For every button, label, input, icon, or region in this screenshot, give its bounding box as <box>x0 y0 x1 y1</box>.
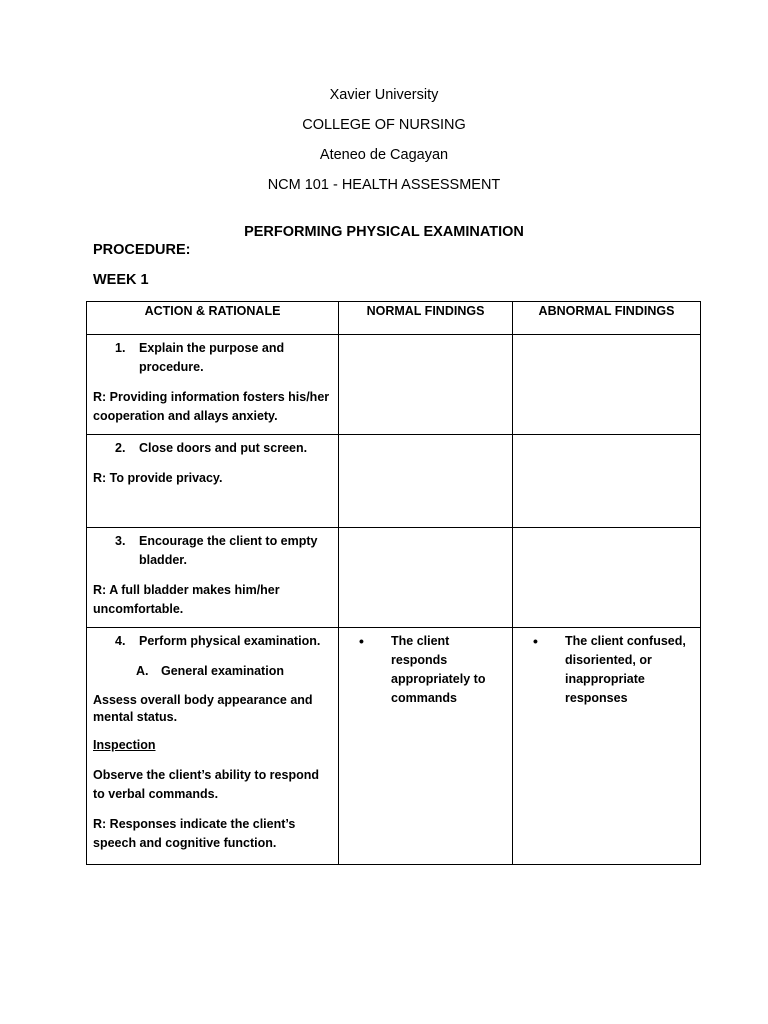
procedure-label: PROCEDURE: <box>93 242 191 258</box>
table-row <box>87 435 701 528</box>
step-rationale: R: Providing information fosters his/her cooperation and allays anxiety. <box>93 390 330 423</box>
step-rationale: R: A full bladder makes him/her uncomfortable. <box>93 583 280 616</box>
assess-text: Assess overall body appearance and mental status. <box>93 693 313 724</box>
normal-findings-cell <box>339 528 513 628</box>
school-name: Ateneo de Cagayan <box>319 147 449 163</box>
step-number: 4. <box>115 634 126 648</box>
normal-findings-cell <box>339 335 513 435</box>
action-cell <box>87 528 339 628</box>
abnormal-findings-cell <box>513 335 701 435</box>
step-number: 2. <box>115 441 126 455</box>
table-row <box>87 528 701 628</box>
document-title: PERFORMING PHYSICAL EXAMINATION <box>244 224 524 240</box>
university-name: Xavier University <box>329 87 439 103</box>
step-action: Perform physical examination. <box>139 634 321 648</box>
normal-findings-cell <box>339 435 513 528</box>
abnormal-findings-cell <box>513 528 701 628</box>
bullet-icon: • <box>533 633 538 649</box>
action-cell <box>87 435 339 528</box>
abnormal-findings-cell <box>513 435 701 528</box>
week-label: WEEK 1 <box>93 272 149 288</box>
sub-step-letter: A. <box>136 664 149 678</box>
header-action-rationale: ACTION & RATIONALE <box>87 302 339 335</box>
step-rationale: R: Responses indicate the client’s speech and cognitive function. <box>93 817 296 850</box>
college-name: COLLEGE OF NURSING <box>302 117 466 133</box>
abnormal-findings-cell <box>513 628 701 865</box>
table-row <box>87 335 701 435</box>
action-cell <box>87 628 339 865</box>
step-number: 3. <box>115 534 126 548</box>
normal-findings-cell <box>339 628 513 865</box>
normal-finding-text: The client responds appropriately to commands <box>391 634 486 705</box>
action-cell <box>87 335 339 435</box>
bullet-icon: • <box>359 633 364 649</box>
observe-text: Observe the client’s ability to respond to verbal commands. <box>93 768 319 801</box>
header-abnormal-findings: ABNORMAL FINDINGS <box>513 302 701 335</box>
step-number: 1. <box>115 341 126 355</box>
procedure-table <box>86 301 701 865</box>
sub-step-heading: General examination <box>161 664 284 678</box>
header-normal-findings: NORMAL FINDINGS <box>339 302 513 335</box>
inspection-label: Inspection <box>93 738 156 752</box>
course-name: NCM 101 - HEALTH ASSESSMENT <box>267 177 501 193</box>
abnormal-finding-text: The client confused, disoriented, or inappropriate responses <box>565 634 686 705</box>
step-rationale: R: To provide privacy. <box>93 471 223 485</box>
step-action: Explain the purpose and procedure. <box>139 341 285 374</box>
step-action: Close doors and put screen. <box>139 441 308 455</box>
table-header-row <box>87 302 701 335</box>
table-row <box>87 628 701 865</box>
step-action: Encourage the client to empty bladder. <box>139 534 318 567</box>
